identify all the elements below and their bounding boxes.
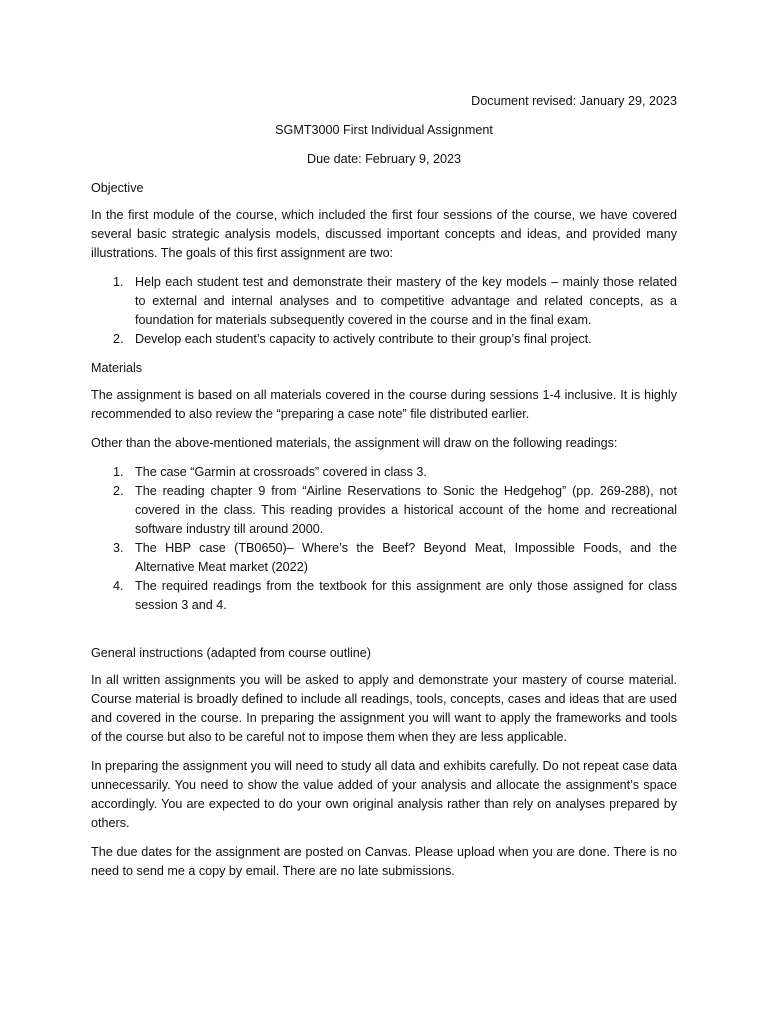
- goal-item: [91, 330, 677, 349]
- objective-intro: In the first module of the course, which included the first four sessions of the course, we have covered several basic strategic analysis models, discussed important concepts and ideas, and provided many illustrations. The goals of this first assignment are two:: [91, 208, 677, 260]
- document-page: [91, 92, 677, 891]
- section-spacer: [91, 625, 677, 644]
- reading-item: [91, 463, 677, 482]
- reading-item: [91, 482, 677, 539]
- readings-list: [91, 463, 677, 615]
- goal-text: Help each student test and demonstrate their mastery of the key models – mainly those related to external and internal analyses and to competitive advantage and related concepts, as a foundation for materials subsequently covered in the course and in the final exam.: [135, 275, 677, 327]
- document-revised-date: Document revised: January 29, 2023: [471, 94, 677, 108]
- objective-heading: Objective: [91, 181, 144, 195]
- general-paragraph-2: In preparing the assignment you will need to study all data and exhibits carefully. Do not repeat case data unnecessarily. You need to show the value added of your analysis and allocate the assignment’s space accordingly. You are expected to do your own original analysis rather than rely on analyses prepared by others.: [91, 759, 677, 830]
- reading-text: The HBP case (TB0650)– Where’s the Beef? Beyond Meat, Impossible Foods, and the Alternative Meat market (2022): [135, 541, 677, 574]
- reading-text: The case “Garmin at crossroads” covered in class 3.: [135, 465, 427, 479]
- document-title: SGMT3000 First Individual Assignment: [275, 123, 493, 137]
- materials-paragraph-2: Other than the above-mentioned materials, the assignment will draw on the following readings:: [91, 436, 618, 450]
- reading-item: [91, 539, 677, 577]
- reading-number: 1.: [113, 465, 124, 479]
- reading-number: 4.: [113, 579, 124, 593]
- general-instructions-heading: General instructions (adapted from course outline): [91, 646, 372, 660]
- general-paragraph-3: The due dates for the assignment are posted on Canvas. Please upload when you are done. There is no need to send me a copy by email. There are no late submissions.: [91, 845, 677, 878]
- general-paragraph-1: In all written assignments you will be asked to apply and demonstrate your mastery of course material. Course material is broadly defined to include all readings, tools, concepts, cases and ideas that are used and covered in the course. In preparing the assignment you will want to apply the frameworks and tools of the course but also to be careful not to impose them when they are less applicable.: [91, 673, 677, 744]
- reading-number: 2.: [113, 484, 124, 498]
- goal-number: 1.: [113, 275, 124, 289]
- due-date: Due date: February 9, 2023: [306, 152, 462, 166]
- materials-paragraph-1: The assignment is based on all materials covered in the course during sessions 1-4 inclusive. It is highly recommended to also review the “preparing a case note” file distributed earlier.: [91, 388, 677, 421]
- reading-number: 3.: [113, 541, 124, 555]
- goal-number: 2.: [113, 332, 124, 346]
- reading-text: The required readings from the textbook for this assignment are only those assigned for class session 3 and 4.: [135, 579, 677, 612]
- goals-list: [91, 273, 677, 349]
- reading-text: The reading chapter 9 from “Airline Reservations to Sonic the Hedgehog” (pp. 269-288), not covered in the class. This reading provides a historical account of the home and recreational software industry till around 2000.: [135, 484, 677, 536]
- materials-heading: Materials: [91, 361, 143, 375]
- goal-text: Develop each student’s capacity to actively contribute to their group’s final project.: [135, 332, 592, 346]
- goal-item: [91, 273, 677, 330]
- reading-item: [91, 577, 677, 615]
